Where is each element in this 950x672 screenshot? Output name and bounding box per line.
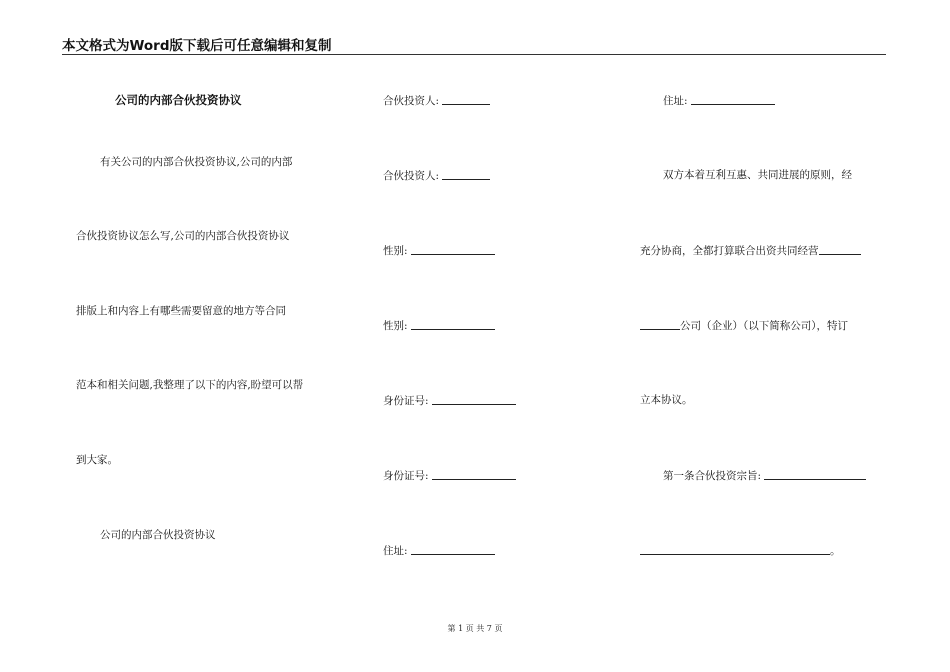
paragraph-line-1: 双方本着互利互惠、共同进展的原则，经: [663, 169, 852, 181]
header-divider: [62, 54, 886, 55]
document-header: 本文格式为Word版下载后可任意编辑和复制: [62, 38, 332, 54]
blank-line: [764, 468, 866, 480]
field-label: 住址:: [663, 95, 688, 107]
blank-line: [442, 168, 490, 180]
address-field-right: [663, 93, 775, 108]
article-1-heading: 第一条合伙投资宗旨:: [663, 468, 866, 483]
document-title: 公司的内部合伙投资协议: [115, 93, 242, 107]
section-heading: 公司的内部合伙投资协议: [100, 529, 216, 541]
intro-line-4: 范本和相关问题,我整理了以下的内容,盼望可以帮: [76, 379, 304, 391]
field-label: 身份证号:: [383, 395, 429, 407]
intro-line-3: 排版上和内容上有哪些需要留意的地方等合同: [76, 305, 286, 317]
gender-field-2: [383, 318, 495, 333]
blank-line: [432, 468, 516, 480]
id-number-field-2: [383, 468, 516, 483]
blank-line: [640, 543, 830, 555]
article-1-blank: 。: [640, 543, 841, 558]
blank-line: [640, 318, 680, 330]
field-label: 住址:: [383, 545, 408, 557]
intro-line-2: 合伙投资协议怎么写,公司的内部合伙投资协议: [76, 230, 290, 242]
field-label: 性别:: [383, 245, 408, 257]
partner-field-1: [383, 93, 490, 108]
blank-line: [691, 93, 775, 105]
blank-line: [411, 243, 495, 255]
paragraph-line-2: 充分协商，全都打算联合出资共同经营: [640, 243, 861, 258]
page-number: 第 1 页 共 7 页: [447, 624, 503, 633]
intro-line-5: 到大家。: [76, 454, 118, 466]
blank-line: [442, 93, 490, 105]
blank-line: [411, 543, 495, 555]
gender-field-1: [383, 243, 495, 258]
partner-field-2: [383, 168, 490, 183]
blank-line: [819, 243, 861, 255]
id-number-field-1: [383, 393, 516, 408]
field-label: 合伙投资人:: [383, 170, 440, 182]
blank-line: [432, 393, 516, 405]
address-field: [383, 543, 495, 558]
field-label: 身份证号:: [383, 470, 429, 482]
field-label: 合伙投资人:: [383, 95, 440, 107]
paragraph-line-3: 公司（企业）（以下简称公司），特订: [640, 318, 848, 333]
blank-line: [411, 318, 495, 330]
intro-line-1: 有关公司的内部合伙投资协议,公司的内部: [100, 156, 293, 168]
paragraph-line-4: 立本协议。: [640, 394, 693, 406]
field-label: 性别:: [383, 320, 408, 332]
